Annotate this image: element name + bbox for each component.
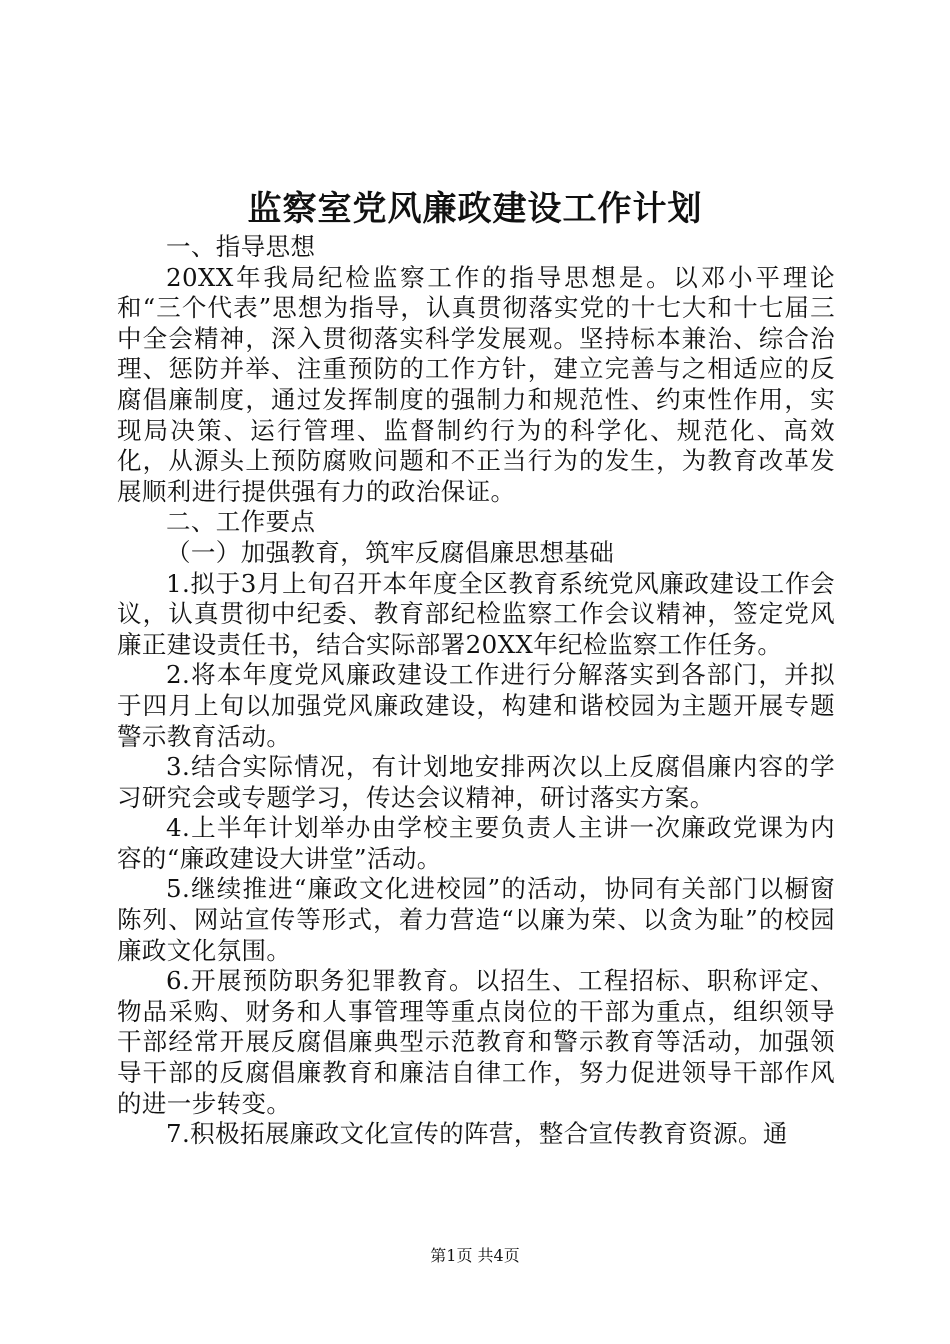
list-item-4: 4.上半年计划举办由学校主要负责人主讲一次廉政党课为内容的“廉政建设大讲堂”活动。 xyxy=(117,813,835,873)
subsection-heading-education: （一）加强教育，筑牢反腐倡廉思想基础 xyxy=(166,537,615,567)
paragraph-guiding-ideology: 20XX年我局纪检监察工作的指导思想是。以邓小平理论和“三个代表”思想为指导，认真贯彻落实党的十七大和十七届三中全会精神，深入贯彻落实科学发展观。坚持标本兼治、综合治理、惩防并举、注重预防的工作方针，建立完善与之相适应的反腐倡廉制度，通过发挥制度的强制力和规范性、约束性作用，实现局决策、运行管理、监督制约行为的科学化、规范化、高效化，从源头上预防腐败问题和不正当行为的发生，为教育改革发展顺利进行提供强有力的政治保证。 xyxy=(117,262,835,506)
section-heading-guiding-ideology: 一、指导思想 xyxy=(166,232,316,261)
list-item-3: 3.结合实际情况，有计划地安排两次以上反腐倡廉内容的学习研究会或专题学习，传达会议精神，研讨落实方案。 xyxy=(117,752,835,812)
document-title: 监察室党风廉政建设工作计划 xyxy=(247,189,703,229)
list-item-7: 7.积极拓展廉政文化宣传的阵营，整合宣传教育资源。通 xyxy=(166,1119,788,1149)
list-item-2: 2.将本年度党风廉政建设工作进行分解落实到各部门，并拟于四月上旬以加强党风廉政建设，构建和谐校园为主题开展专题警示教育活动。 xyxy=(117,660,835,751)
document-body xyxy=(117,232,835,1150)
page-footer: 第1页 共4页 xyxy=(430,1246,520,1265)
list-item-5: 5.继续推进“廉政文化进校园”的活动，协同有关部门以橱窗陈列、网站宣传等形式，着力营造“以廉为荣、以贪为耻”的校园廉政文化氛围。 xyxy=(117,874,835,965)
section-heading-work-points: 二、工作要点 xyxy=(166,507,316,537)
list-item-1: 1.拟于3月上旬召开本年度全区教育系统党风廉政建设工作会议，认真贯彻中纪委、教育部纪检监察工作会议精神，签定党风廉正建设责任书，结合实际部署20XX年纪检监察工作任务。 xyxy=(117,568,835,659)
list-item-6: 6.开展预防职务犯罪教育。以招生、工程招标、职称评定、物品采购、财务和人事管理等重点岗位的干部为重点，组织领导干部经常开展反腐倡廉典型示范教育和警示教育等活动，加强领导干部的反腐倡廉教育和廉洁自律工作，努力促进领导干部作风的进一步转变。 xyxy=(117,966,835,1118)
